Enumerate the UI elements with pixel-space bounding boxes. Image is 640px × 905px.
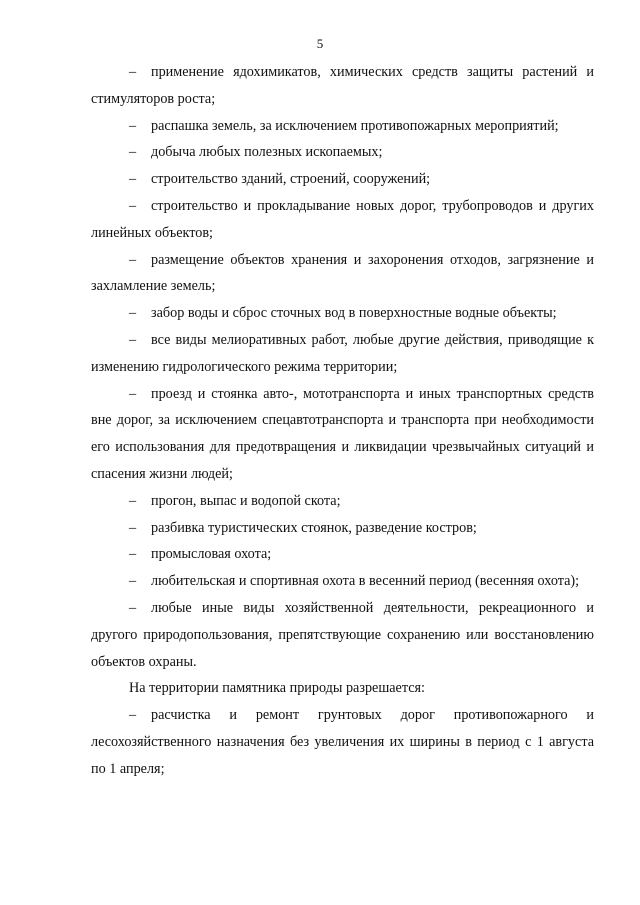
prohibited-item — [91, 327, 594, 381]
prohibited-item-text: применение ядохимикатов, химических средств защиты растений и стимуляторов роста; — [91, 64, 594, 107]
prohibited-item-text: проезд и стоянка авто-, мототранспорта и иных транспортных средств вне дорог, за исключением спецавтотранспорта и транспорта при необходимости его использования для предотвращения и ликвидации чрезвычайных ситуаций и спасения жизни людей; — [91, 385, 594, 482]
list-dash: – — [129, 251, 137, 268]
allowed-heading: На территории памятника природы разрешается: — [129, 680, 425, 697]
prohibited-item — [91, 166, 594, 193]
prohibited-item-text: любые иные виды хозяйственной деятельности, рекреационного и другого природопользования, препятствующие сохранению или восстановлению объектов охраны. — [91, 599, 594, 670]
list-dash: – — [129, 64, 137, 80]
list-dash: – — [129, 305, 137, 322]
list-dash: – — [129, 331, 137, 348]
list-dash: – — [129, 519, 137, 536]
list-dash: – — [129, 171, 137, 188]
list-dash: – — [129, 144, 137, 161]
allowed-item — [91, 702, 594, 782]
prohibited-item — [91, 139, 594, 166]
page-number: 5 — [316, 36, 324, 51]
prohibited-item — [91, 193, 594, 247]
list-dash: – — [129, 117, 137, 134]
prohibited-item — [91, 59, 594, 113]
list-dash: – — [129, 385, 137, 402]
prohibited-item-text: забор воды и сброс сточных вод в поверхностные водные объекты; — [151, 305, 557, 322]
prohibited-item-text: прогон, выпас и водопой скота; — [151, 492, 341, 509]
prohibited-item-text: промысловая охота; — [151, 546, 272, 563]
prohibited-item — [91, 113, 594, 140]
prohibited-item-text: строительство зданий, строений, сооружений; — [151, 171, 431, 188]
prohibited-item — [91, 541, 594, 568]
prohibited-item-text: размещение объектов хранения и захоронения отходов, загрязнение и захламление земель; — [91, 251, 594, 295]
list-dash: – — [129, 599, 137, 616]
list-dash: – — [129, 546, 137, 563]
prohibited-item — [91, 247, 594, 301]
prohibited-item — [91, 300, 594, 327]
prohibited-item-text: разбивка туристических стоянок, разведение костров; — [151, 519, 477, 536]
list-dash: – — [129, 707, 137, 724]
prohibited-item — [91, 488, 594, 515]
prohibited-item-text: любительская и спортивная охота в весенний период (весенняя охота); — [151, 573, 580, 590]
prohibited-item-text: добыча любых полезных ископаемых; — [151, 144, 383, 161]
prohibited-item — [91, 568, 594, 595]
allowed-item-text: расчистка и ремонт грунтовых дорог противопожарного и лесохозяйственного назначения без увеличения их ширины в период с 1 августа по 1 апреля; — [91, 707, 594, 777]
list-dash: – — [129, 573, 137, 590]
prohibited-item — [91, 595, 594, 675]
document-body — [91, 59, 594, 783]
prohibited-item — [91, 381, 594, 488]
prohibited-item-text: строительство и прокладывание новых дорог, трубопроводов и других линейных объектов; — [91, 197, 594, 241]
list-dash: – — [129, 197, 137, 214]
prohibited-item-text: распашка земель, за исключением противопожарных мероприятий; — [151, 117, 559, 134]
list-dash: – — [129, 492, 137, 509]
prohibited-item-text: все виды мелиоративных работ, любые другие действия, приводящие к изменению гидрологического режима территории; — [91, 331, 594, 375]
prohibited-item — [91, 515, 594, 542]
